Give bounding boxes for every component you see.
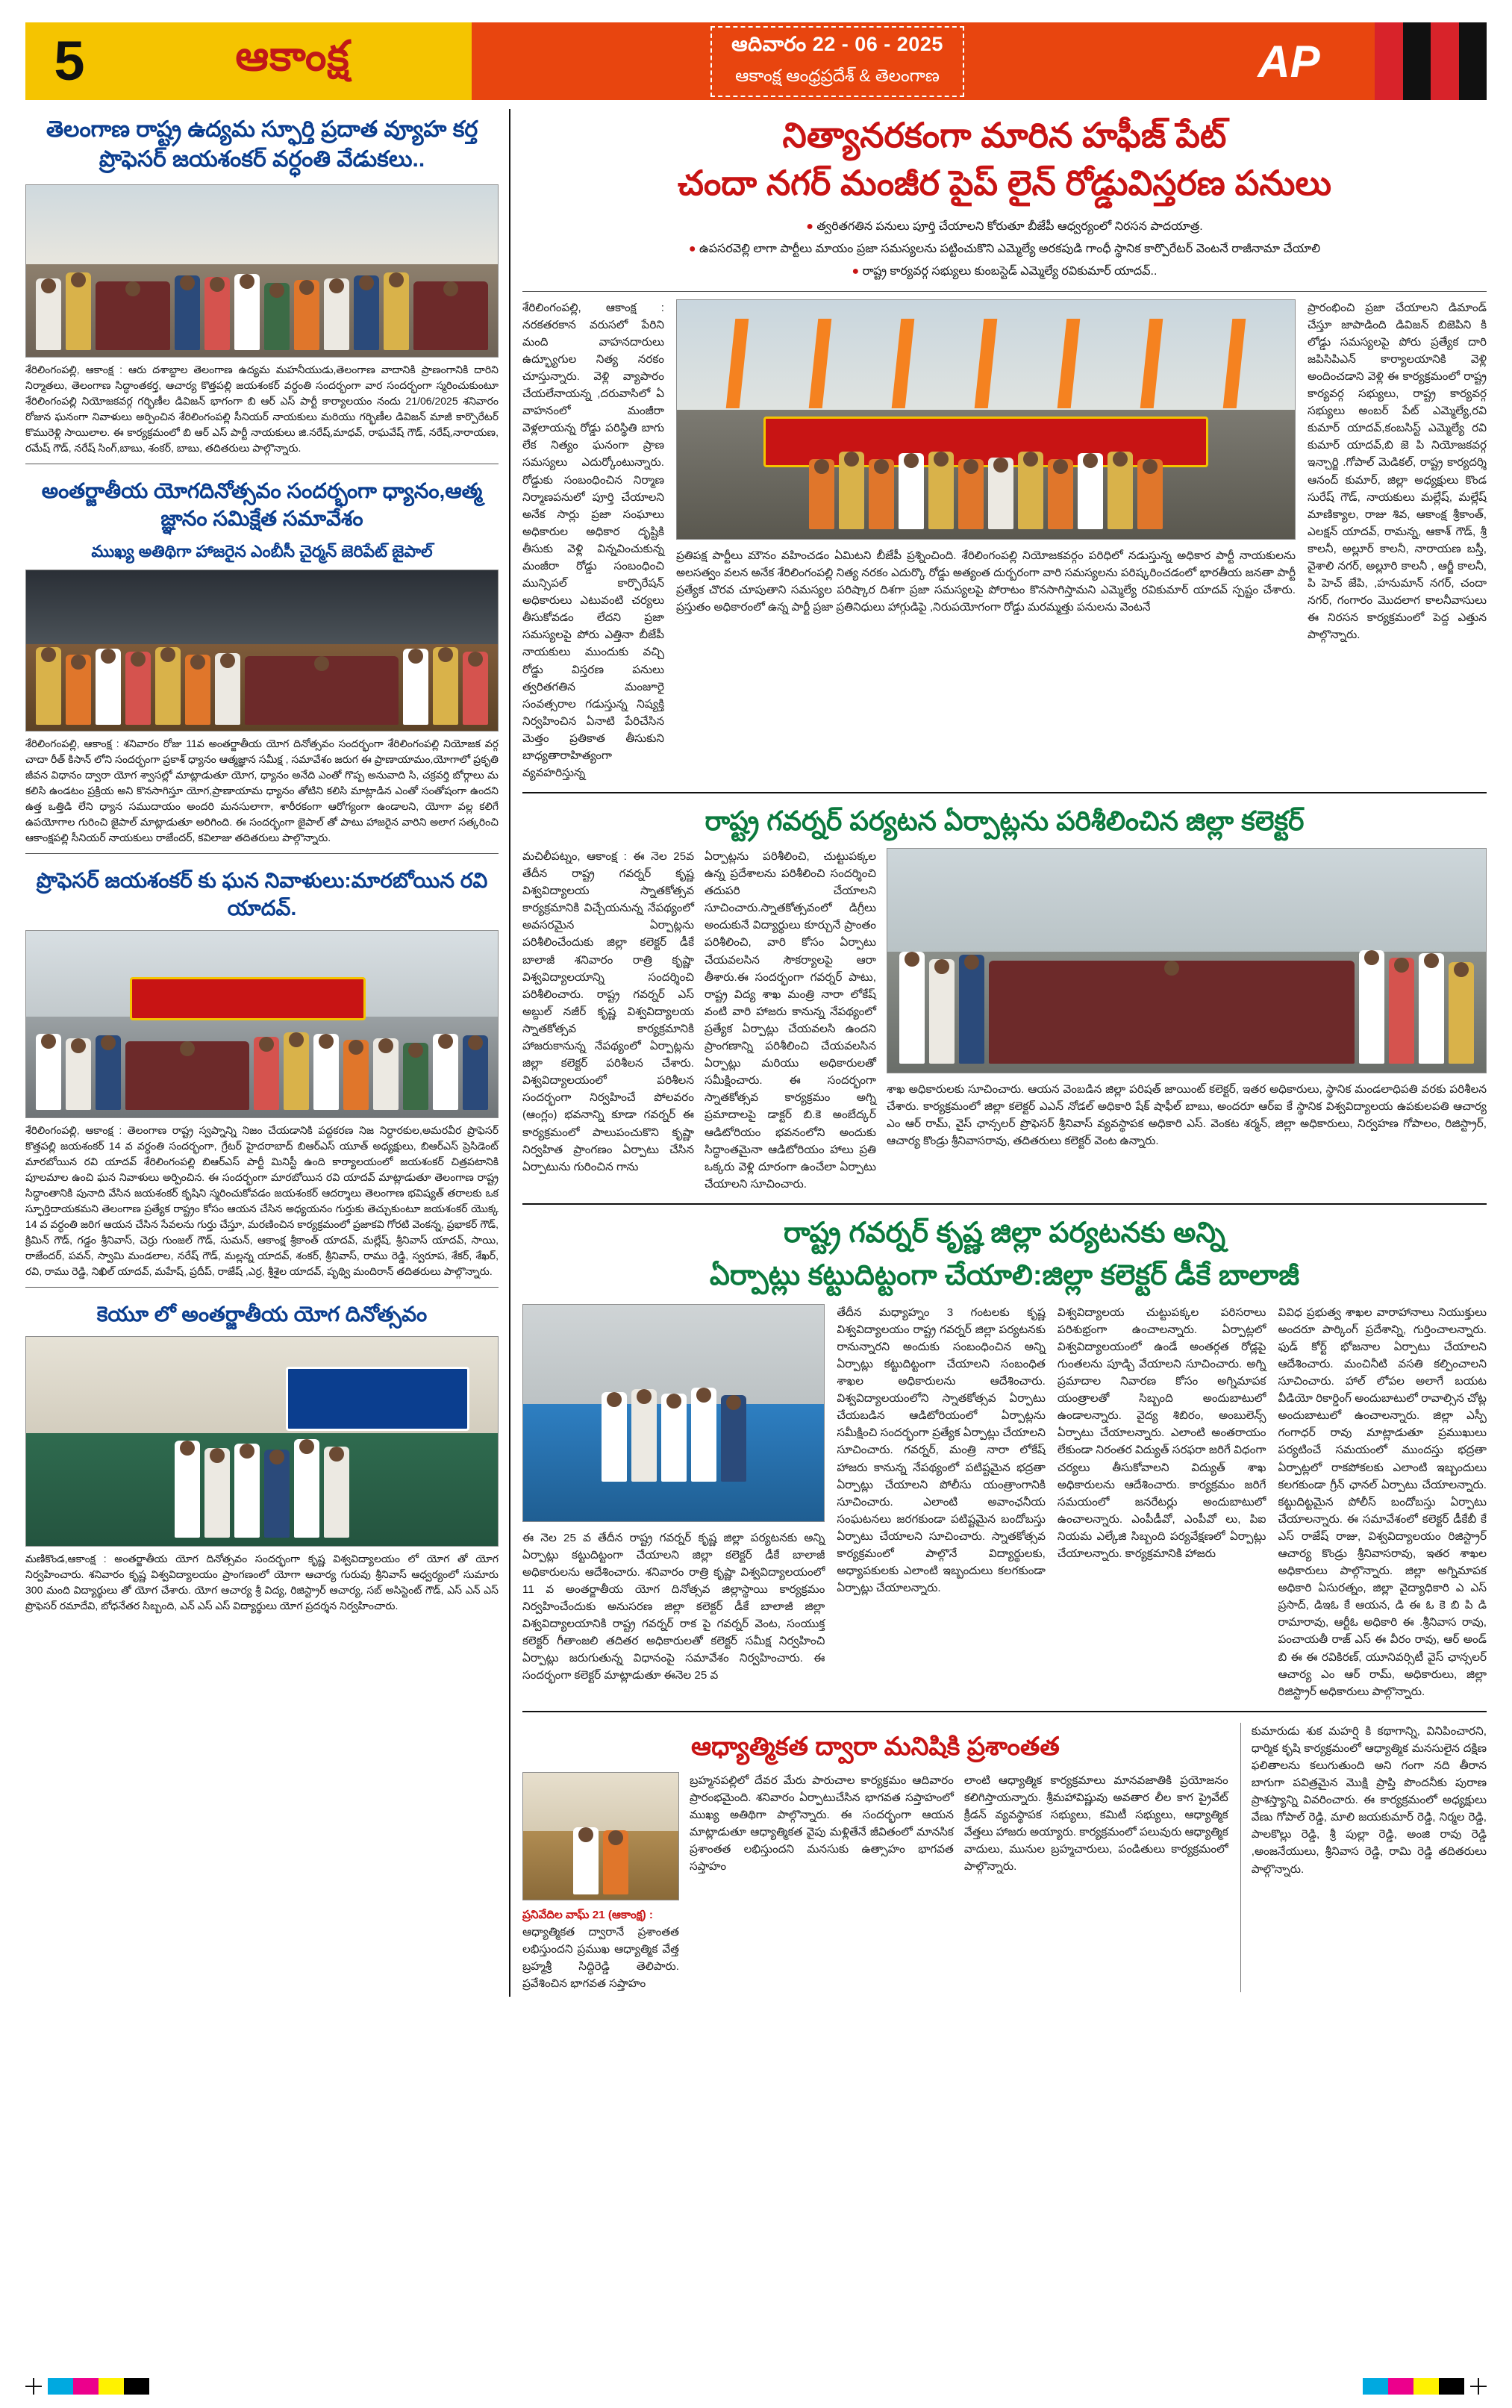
flag-graphic xyxy=(1375,22,1487,100)
lead-bullets: ● త్వరితగతిన పనులు పూర్తి చేయాలని కోరుతూ బీజేపీ ఆధ్వర్యంలో నిరసన పాదయాత్ర. ● ఉపసరవెల్లి లాగా పార్టీలు మాయం ప్రజా సమస్యలను పట్టించుకొని ఎమ్మెల్యే అరకపుడి గాంధీ స్థానిక కార్పొరేటర్ వెంటనే రాజీనామా చేయాలి ● రాష్ట్ర కార్యవర్గ సభ్యులు కుంబస్టెడ్ ఎమ్మెల్యే రవికుమార్ యాదవ్.. xyxy=(688,219,1321,278)
article-ku-yoga-day xyxy=(25,1301,499,1614)
article-caption: మణికొండ,ఆకాంక్ష : అంతర్జాతీయ యోగ దినోత్సవం సందర్భంగా కృష్ణ విశ్వవిద్యాలయం లో యోగ తో యోగ నిర్వహించారు. శనివారం కృష్ణ విశ్వవిద్యాలయం ప్రాంగణంలో యోగా ఆచార్య గురువు శ్రీనివాస్ ఆధ్వర్యంలో సుమారు 300 మంది విద్యార్థులు తో యోగ చేశారు. యోగ ఆచార్య శ్రీ విద్య, రిజిస్ట్రార్ ఆచార్య, సబ్ అసిస్టెంట్ గౌడ్, ఎస్ ఎన్ ఎస్ ప్రొఫెసర్ రమాదేవి, బోధనేతర సిబ్బంది, ఎన్ ఎస్ ఎస్ విద్యార్థులు యోగ ప్రదర్శన నిర్వహించారు. xyxy=(25,1552,499,1612)
article-headline: అంతర్జాతీయ యోగదినోత్సవం సందర్భంగా ధ్యానం,ఆత్మ జ్ఞానం సమిక్షేత సమావేశం xyxy=(41,479,483,531)
spiritual-photo xyxy=(522,1772,679,1900)
section-headline: ఆధ్యాత్మికత ద్వారా మనిషికి ప్రశాంతత xyxy=(690,1732,1060,1761)
lead-column-2: ప్రతిపక్ష పార్టీలు మౌనం వహించడం ఏమిటని బీజేపీ ప్రశ్నించింది. శేరిలింగంపల్లి నియోజకవర్గం పరిధిలో నడుస్తున్న అధికార పార్టీ నాయకులను అలసత్వం వలన అనేక శేరిలింగంపల్లి నిత్య నరకం ఎదుర్కొ రోడ్డు అత్యంత దుర్బరంగా వారి సమస్యలను పరిష్కరించడంలో భారతీయ జనతా పార్టీ ప్రత్యేక చొరవ చూపుతాని సమస్యల పరిష్కార దిశగా ప్రజా సమస్యలపై పోరాటం కొనసాగిస్తామని ఎమ్మెల్యే రవికుమార్ యాదవ్ స్పష్టం చేశారు. ప్రస్తుతం అధికారంలో ఉన్న పార్టీ ప్రజా ప్రతినిధులు హాగ్గుడిపై ,నిరుపయోగంగా రోడ్డు మరమ్మత్తు పనులను వెంటనే xyxy=(676,549,1296,614)
spiritual-column-1: ఆధ్యాత్మికత ద్వారానే ప్రశాంతత లభిస్తుందని ప్రముఖ ఆధ్యాత్మిక వేత్త బ్రహ్మశ్రీ సిద్ధిరెడ్డి తెలిపారు. ప్రవేశించిన భాగవత సప్తాహం xyxy=(522,1926,679,1991)
lead-headline-line2: చందా నగర్ మంజీర పైప్ లైన్ రోడ్డువిస్తరణ పనులు xyxy=(677,163,1332,202)
governor1-column-3: శాఖ అధికారులకు సూచించారు. ఆయన వెంబడిన జిల్లా పరిషత్ జాయింట్ కలెక్టర్, ఇతర అధికారులు, స్థానిక మండలాధిపతి వరకు పరిశీలన చేశారు. కార్యక్రమంలో జిల్లా కలెక్టర్ ఎఎన్ నోడల్ అధికారి షేక్ షాఫీల్ బాబు, అందరూ ఆర్ఐ కే స్థానిక విశ్వవిద్యాలయ ఉపకులపతి ఆచార్య ఎం ఆర్ రామ్, వైస్ ఛాన్సలర్ ప్రొఫెసర్ శ్రీనివాస్ వ్యవస్థాపక అధికారి ఎస్. వెంకట శర్మన్, జిల్లా అధికారులు, నిర్వహణ గోపాలం, రిజిస్ట్రార్, ఆచార్య కొండ్రు శ్రీనివాసరావు, తదితరులు కలెక్టర్ వెంట ఉన్నారు. xyxy=(887,1083,1487,1148)
page-number: 5 xyxy=(54,30,85,92)
spiritual-column-3: లాంటి ఆధ్యాత్మిక కార్యక్రమాలు మానవజాతికి ప్రయోజనం కలిగిస్తాయన్నారు. శ్రీమహావిష్ణువు అవతార లీల కాగ ప్రైవేట్ క్రీడన్ వ్యవస్థాపక సభ్యులు, కమిటీ సభ్యులు, ఆధ్యాత్మిక వేత్తలు హాజరు అయ్యారు. కార్యక్రమంలో పలువురు ఆధ్యాత్మిక వాదులు, మునుల బ్రహ్మచారులు, పండితులు కార్యక్రమంలో పాల్గొన్నారు. xyxy=(963,1774,1228,1874)
lead-headline-line1: నిత్యానరకంగా మారిన హఫీజ్ పేట్ xyxy=(782,116,1227,155)
edition-region: ఆకాంక్ష ఆంధ్రప్రదేశ్ & తెలంగాణ xyxy=(735,65,940,85)
article-headline: తెలంగాణ రాష్ట్ర ఉద్యమ స్ఫూర్తి ప్రదాత వ్యూహ కర్త ప్రొఫెసర్ జయశంకర్ వర్ధంతి వేడుకలు.. xyxy=(46,117,478,172)
article-spirituality xyxy=(522,1723,1487,1993)
lead-column-1: శేరిలింగంపల్లి, ఆకాంక్ష : నరకతరకాన వరుసలో పేరిని మంది వాహనదారులు ఉద్భ్యూగుల నిత్య నరకం చూస్తున్నారు. వెళ్లి వ్యాపారం చేయలేనాయన్న ,దరువాసిలో ఏ వాహనంలో మంజీరా వెళ్లలాయన్న రోడ్డు పరిస్థితి బాగు లేక నిత్యం ఘనంగా ప్రాణ సమస్యలు ఎదుర్కోంటున్నారు. రోడ్డుకు సంబంధించిన నిర్మాణ నిర్మాణపనులో పూర్తి చేయాలని అనేక సార్లు ప్రజా సంఘాలు అధికారుల అధికార దృష్టికి తీసుకు వెళ్లి విన్నవించుకున్న మంజీరా రోడ్డు సంబంధించి మున్సిపల్ కార్పొరేషన్ అధికారులు ఎటువంటి చర్యలు తీసుకోవడం లేదని ప్రజా సమస్యలపై పోరు ఎత్తినా బీజేపీ నాయకులు ముందుకు వచ్చి రోడ్డు విస్తరణ పనులు త్వరితగతిన మంజూరై సంవత్సరాల గడుస్తున్న నిష్యక్తి నిర్వహించిన ఏనాటి పేరిచేసిన మెత్తం ప్రతికాత తీసుకుని బాధ్యతారాహిత్యంగా వ్యవహరిస్తున్న xyxy=(522,301,664,780)
left-column xyxy=(25,109,510,1997)
article-ravi-yadav-tribute xyxy=(25,867,499,1279)
masthead-date-block xyxy=(472,22,1203,100)
registration-crosshair-icon xyxy=(25,2378,42,2395)
article-yoga-day-meeting xyxy=(25,478,499,846)
governor2-column-4: వివిధ ప్రభుత్వ శాఖల వారాహానాలు నియుక్తులు అందరూ పార్కింగ్ ప్రదేశాన్ని, గుర్తించాలన్నారు. ఫుడ్ కోర్ట్ భోజనాల ఏర్పాటు చేయాలని ఆదేశించారు. మంచినీటి వసతి కల్పించాలని సూచించారు. హాల్ లోపల అలాగే బయట వీడియో రికార్డింగ్ అందుబాటులో రావాల్సిన చోట్ల అందుబాటులో ఉంచాలన్నారు. జిల్లా ఎస్పీ గంగాధర్ రావు మాట్లాడుతూ ప్రముఖులు పర్యటించే సమయంలో ముందస్తు భద్రతా ఏర్పాట్లలో రాకపోకలకు ఎలాంటి ఇబ్బందులు కలగకుండా గ్రీన్ ఛానల్ ఏర్పాటు చేయాలన్నారు. కట్టుదిట్టమైన పోలీస్ బందోబస్తు ఏర్పాటు చేయాలన్నారు. ఈ సమావేశంలో కలెక్టర్ డీకేబీ కే ఎస్ రాజేష్ రాజు, విశ్వవిద్యాలయం రిజిస్ట్రార్ ఆచార్య కొండ్రు శ్రీనివాసరావు, ఇతర శాఖల అధికారులు పాల్గొన్నారు. జిల్లా అగ్నిమాపక అధికారి ఏసురత్నం, జిల్లా వైద్యాధికారి ఎ ఎస్ ప్రసాద్, డిఇఓ కే ఆయన, డి ఈ ఓ కె బి పి డి రామారావు, ఆర్టీఓ అధికారి ఈ .శ్రీనివాస రావు, పంచాయతీ రాజ్ ఎస్ ఈ వీరం రావు, ఆర్ అండ్ బి ఈ ఈ రవికిరణ్, యూనివర్సిటీ వైస్ ఛాన్సలర్ ఆచార్య ఎం ఆర్ రామ్, అధికారులు, జిల్లా రిజిస్ట్రార్ అధికారులు పాల్గొన్నారు. xyxy=(1278,1306,1487,1698)
article-subheadline: ముఖ్య అతిథిగా హాజరైన ఎంబీసీ చైర్మన్ జెరిపేట్ జైపాల్ xyxy=(91,542,433,561)
article-caption: శేరిలింగంపల్లి, ఆకాంక్ష : శనివారం రోజు 11వ అంతర్జాతీయ యోగ దినోత్సవం సందర్భంగా శేరిలింగంపల్లి నియోజక వర్గ చాదా రీత్ కిసాన్ లోని సందర్భంగా ప్రకాశ్ ధ్యానం ఆత్మజ్ఞాన సమీక్ష , సమావేశం జరుగ ఈ ప్రాణాయామం,యోగాలో ప్రకృతి జీవన విధానం ద్వారా యోగ శ్వాసల్లో మాట్లాడుతూ యోగ, ధ్యానం అనేది ఎంతో గొప్ప అనువాది సి, చక్రవర్తి బోర్గాలు మ కలిసి ఉండటం ప్రక్రియ అని కొనసాగిస్తూ యోగ,ప్రాణాయామ ధ్యానం తోటిని కలిసి మాట్లాడిన ఎంతో సంతోషంగా ఉందని ఉత్త ఒత్తిడి లేని ధ్యాన సముదాయం అందరి మనసులాగా, శారీరకంగా ఆరోగ్యంగా ఉండాలని, యోగా వల్ల కలిగే ఉపయోగాల గురించి జైపాల్ మాట్లాడుతూ అరిగింది. ఈ సందర్భంగా జైపాల్ తో పాటు హాజరైన వారిని అలాగ సత్కరించి ఆకాంక్షపల్లి సీనియర్ నాయకులు రాజేందర్, కవిలాజు తదితరులు పాల్గొన్నారు. xyxy=(25,737,499,844)
governor1-column-1: మచిలీపట్నం, ఆకాంక్ష : ఈ నెల 25వ తేదీన రాష్ట్ర గవర్నర్ కృష్ణ విశ్వవిద్యాలయ స్నాతకోత్సవ కార్యక్రమానికి విచ్చేయనున్న నేపథ్యంలో అవసరమైన ఏర్పాట్లను పరిశీలించేందుకు జిల్లా కలెక్టర్ డీకే బాలాజీ శనివారం రాత్రి కృష్ణా విశ్వవిద్యాలయాన్ని సందర్శించి పరిశీలించారు. రాష్ట్ర గవర్నర్ ఎస్ అబ్దుల్ నజీర్ కృష్ణ విశ్వవిద్యాలయ స్నాతకోత్సవ కార్యక్రమానికి హాజరుకానున్న నేపథ్యంలో ఏర్పాట్లను జిల్లా కలెక్టర్ పరిశీలన చేశారు. విశ్వవిద్యాలయంలో పరిశీలన సందర్భంగా నిర్వహించే పోలవరం (ఆంగ్లం) భవనాన్ని కూడా గవర్నర్ ఈ కార్యక్రమంలో పాలుపంచుకొని కృష్ణా నిర్వహిత ప్రాంగణం ఏర్పాటు చేసిన ఏర్పాటును గురించిన గాను xyxy=(522,850,694,1173)
section-headline-line1: రాష్ట్ర గవర్నర్ కృష్ణ జిల్లా పర్యటనకు అన్ని xyxy=(783,1217,1225,1249)
governor2-column-2: తేదీన మధ్యాహ్నం 3 గంటలకు కృష్ణ విశ్వవిద్యాలయం రాష్ట్ర గవర్నర్ జిల్లా పర్యటనకు రానున్నారని అందుకు సంబంధించిన అన్ని ఏర్పాట్లు కట్టుదిట్టంగా చేయాలని సంబంధిత శాఖల అధికారులను ఆదేశించారు. విశ్వవిద్యాలయంలోని స్నాతకోత్సవ ఏర్పాటు చేయబడిన ఆడిటోరియంలో ఏర్పాట్లను సమీక్షించి సందర్భంగా ప్రత్యేక ఏర్పాట్లు చేయాలని సూచించారు. గవర్నర్, మంత్రి నారా లోకేష్ హాజరు కానున్న నేపథ్యంలో పటిష్టమైన భద్రతా ఏర్పాట్లు చేయాలని పోలీసు యంత్రాంగానికి సూచించారు. ఎలాంటి అవాంఛనీయ సంఘటనలు జరగకుండా పటిష్టమైన బందోబస్తు ఏర్పాటు చేయాలని సూచించారు. స్నాతకోత్సవ కార్యక్రమంలో పాల్గొనే విద్యార్థులకు, అధ్యాపకులకు ఎలాంటి ఇబ్బందులు కలగకుండా ఏర్పాట్లు చేయాలన్నారు. xyxy=(837,1306,1046,1595)
logo-text: ఆకాంక్ష xyxy=(235,32,350,79)
article-jayashankar-anniversary xyxy=(25,115,499,456)
article-collector-inspection xyxy=(522,804,1487,1193)
section-headline-line2: ఏర్పాట్లు కట్టుదిట్టంగా చేయాలి:జిల్లా కలెక్టర్ డీకే బాలాజీ xyxy=(709,1260,1300,1292)
article-photo-jayashankar xyxy=(25,184,499,358)
registration-crosshair-icon-right xyxy=(1470,2378,1487,2395)
page-number-badge xyxy=(25,22,113,100)
article-governor-visit-arrangements xyxy=(522,1215,1487,1700)
right-column xyxy=(510,109,1487,1997)
color-bar-left xyxy=(48,2378,149,2395)
section-headline: రాష్ట్ర గవర్నర్ పర్యటన ఏర్పాట్లను పరిశీలించిన జిల్లా కలెక్టర్ xyxy=(705,805,1305,837)
governor1-column-2: ఏర్పాట్లను పరిశీలించి, చుట్టుపక్కల ఉన్న ప్రదేశాలను పరిశీలించి సందర్శించి తదుపరి చేయాలని సూచించారు.స్నాతకోత్సవంలో డిగ్రీలు అందుకునే విద్యార్థులు కూర్చునే ప్రాంతం పరిశీలించి, వారి కోసం ఏర్పాటు చేయవలసిన సౌకర్యాలపై ఆరా తీశారు.ఈ సందర్భంగా గవర్నర్ పాటు, రాష్ట్ర విద్య శాఖ మంత్రి నారా లోకేష్ వంటి వారి హాజరు కానున్న నేపథ్యంలో ప్రత్యేక ఏర్పాట్లు చేయవలసి ఉందని ప్రాంగణాన్ని పరిశీలించి చేయవలసిన ఏర్పాట్లు మరియు అధికారులతో సమీక్షించారు. ఈ సందర్భంగా స్నాతకోత్సవ కార్యక్రమం అగ్ని ప్రమాదాలపై డాక్టర్ బి.కె అంబేద్కర్ ఆడిటోరియం భవనంలోని అందుకు సిద్ధాంతమైనా ఆడిటోరియం హాలు ప్రతి ఒక్కరు వెళ్లి దూరంగా ఉంచేలా ఏర్పాటు చేయాలని సూచించారు. xyxy=(705,850,876,1191)
lead-column-3: ప్రారంభించి ప్రజా చేయాలని డిమాండ్ చేస్తూ జాపాడింది డివిజన్ బిజెపిని కి లోడ్డు సమస్యలపై పోరు ప్రత్యేక దారి జపిసిపిఎన్ కార్యాలయానికి వెళ్లి అందించడాని వెళ్లి ఈ కార్యక్రమంలో రాష్ట్ర కార్యవర్గ సభ్యులు, రాష్ట్ర కార్యవర్గ సభ్యులు అంబర్ పేట్ ఎమ్మెల్యే,రవి కుమార్ యాదవ్,కంబసిస్ట్ ఎమ్మెల్యే రవి కుమార్ యాదవ్,బి జె పి నియోజకవర్గ ఇన్చార్జి .గోపాల్ మెడికల్, రాష్ట్ర కార్యదర్శి ఆనంద్ కుమార్, జిల్లా అధ్యక్షులు కొండ సురేష్ గౌడ్, నాయకులు మల్లేష్, మల్లేష్ మాణిక్యాల, రాజు శివ, ఆకాంక్ష శ్రీకాంత్, ఎలక్షన్ యాదవ్, రామన్న, ఆకాశ్ గౌడ్, శ్రీ కాలనీ, అల్లూర్ కాలనీ, నారాయణ బస్తీ, వైశాలి నగర్, అల్లూరి కాలనీ , ఆర్జీ కాలనీ, పి హెచ్ జేపి, ,హనుమాన్ నగర్, చందా నగర్, గంగారం మొదలాగ కాలనీవాసులు ఈ నిరసన కార్యక్రమంలో పెద్ద ఎత్తున పాల్గొన్నారు. xyxy=(1308,301,1487,642)
governor1-photo-inspection xyxy=(887,848,1487,1073)
edition-badge xyxy=(1203,22,1375,100)
article-hafeezpet-lead xyxy=(522,113,1487,782)
color-bar-right xyxy=(1363,2378,1464,2395)
article-headline: కెయూ లో అంతర్జాతీయ యోగ దినోత్సవం xyxy=(96,1303,428,1326)
article-caption: శేరిలింగంపల్లి, ఆకాంక్ష : ఆరు దశాబ్దాల తెలంగాణ ఉద్యమ మహనీయుడు,తెలంగాణ వాదానికి ప్రాణంగానికి దారిని నిర్మాతలు, తెలంగాణ సిద్ధాంతకర్త, ఆచార్య కొత్తపల్లి జయశంకర్ వర్ధంతి సందర్భంగా వార సందర్భంగా స్మరించుకుంటూ శేరిలింగంపల్లి నియోజకవర్గ గ‌‌ర్భిణీల డివిజన్ భాగంగా బి ఆర్ ఎస్ పార్టీ కార్యాలయం నందు 21/06/2025 శనివారం రోజున ఘనంగా నివాళులు అర్పించిన శేరిలింగంపల్లి సీనియర్ నాయకులు మరియు గ‌ర్భిణీల డివిజన్ మాజీ కార్పొరేటర్ కొమురెళ్లి సాయిలాల. ఈ కార్యక్రమంలో బి ఆర్ ఎస్ పార్టీ నాయకులు జి.నరేష్,మాధవ్, రాఘవేష్ గౌడ్, నరేష్,నారాయణ, రమేష్ గౌడ్, నరేష్ సింగ్,బాబు, శంకర్, బాబు, తదితరులు పాల్గొన్నారు. xyxy=(25,364,499,455)
spiritual-column-4: కుమారుడు శుక మహర్షి కి కథాగాన్ని, వినిపించారని, ధార్మిక కృషి కార్యక్రమంలో ఆధ్యాత్మిక మనసులైన దక్షిణ ఫలితాలను కలుగుతుంది అని గంగా నది తీరాన బాగుగా పవిత్రమైన మొక్షి ప్రాప్తి పొందనీకు పురాణ ప్రాశస్త్యాన్ని వివరించారు. ఈ కార్యక్రమంలో అధ్యక్షులు వేణు గోపాల్ రెడ్డి, మాలి జయకుమార్ రెడ్డి, నిర్మల రెడ్డి, పాలకొల్లు రెడ్డి, శ్రీ పుల్లా రెడ్డి, అంజి రావు రెడ్డి ,అంజనేయులు, శ్రీనివాస రెడ్డి, రామి రెడ్డి తదితరులు పాల్గొన్నారు. xyxy=(1251,1724,1487,1876)
lead-bullet-2: ఉపసరవెల్లి లాగా పార్టీలు మాయం ప్రజా సమస్యలను పట్టించుకొని ఎమ్మెల్యే అరకపుడి గాంధీ స్థానిక కార్పొరేటర్ వెంటనే రాజీనామా చేయాలి xyxy=(699,242,1321,255)
governor2-photo-meeting xyxy=(522,1304,825,1522)
article-headline: ప్రొఫెసర్ జయశంకర్ కు ఘన నివాళులు:మారబోయిన రవి యాదవ్. xyxy=(36,869,488,920)
article-photo-tribute xyxy=(25,930,499,1118)
edition-date: ఆదివారం 22 - 06 - 2025 xyxy=(731,32,943,55)
print-registration-footer xyxy=(25,2378,1487,2395)
publication-logo xyxy=(113,22,472,100)
article-caption: శేరిలింగంపల్లి, ఆకాంక్ష : తెలంగాణ రాష్ట్ర స్వప్నాన్ని నిజం చేయడానికి పద్దకరణ నిజ నిర్ధారకుల,అమరవీర ప్రొఫెసర్ కొత్తపల్లి జయశంకర్ 14 వ వర్ధంతి సందర్భంగా, గ్రేటర్ హైదరాబాద్ బిఆర్ఎస్ యూత్ అధ్యక్షులు, బిఆర్ఎస్ ప్రెసిడెంట్ మారబోయిన రవి యాదవ్ శేరిలింగంపల్లి బిఆర్ఎస్ పార్టీ మినిస్టీ ఉంది కార్యాలయంలో జయశంకర్ చిత్రపటానికి పూలమాల ఉంచి ఘన నివాళులు అర్పించిన. ఈ సందర్భంగా మారబోయిన రవి యాదవ్ మాట్లాడుతూ తెలంగాణ రాష్ట్ర సిద్ధాంతానికి పునాది వేసిన జయశంకర్ కృషిని స్మరించుకోవడం జయశంకర్ ఆదర్శాలు తెలంగాణ భవిష్యత్ తరాలకు ఒక స్ఫూర్తిదాయకమని తెలంగాణ ప్రత్యేక రాష్ట్రం కోసం ఆయన చేసిన అధ్యయనం గుర్తుకు తెచ్చుకుంటూ జయశంకర్ యొక్క 14 వ వర్ధంతి జరిగ ఆయన చేసిన సేవలను గుర్తు చేస్తూ, మరణించిన కార్యక్రమంలో ప్రజాకవి గోరటి వెంకన్న, ప్రభాకర్ గౌడ్, క్రిమిన్ గౌడ్, గడ్డం శ్రీనివాస్, చెర్రు గుంజల్ గౌడ్, సుమన్, ఆకాంక్ష శ్రీకాంత్ యాదవ్, మల్లేష్, శ్రీనివాస్ యాదవ్, సాయి, రాజేందర్, పవన్, స్వామి మండలాల, నరేష్ గౌడ్, మల్లన్న యాదవ్, శంకర్, శ్రీనివాస్, రాము రెడ్డి, స్వరూప, శేకర్, శేఖర్, రవి, రాము రెడ్డి, నిఖిల్ యాదవ్, మహేష్, ప్రదీప్, రాజేష్ ,ఎర్ర, శ్రీశైల యాదవ్, పృథ్వి మందిరాన్ తదితరులు పాల్గొన్నారు. xyxy=(25,1124,499,1278)
lead-bullet-3: రాష్ట్ర కార్యవర్గ సభ్యులు కుంబస్టెడ్ ఎమ్మెల్యే రవికుమార్ యాదవ్.. xyxy=(862,264,1158,278)
masthead xyxy=(25,22,1487,100)
lead-bullet-1: త్వరితగతిన పనులు పూర్తి చేయాలని కోరుతూ బీజేపీ ఆధ్వర్యంలో నిరసన పాదయాత్ర. xyxy=(816,219,1203,233)
article-photo-yoga-meeting xyxy=(25,570,499,732)
edition-label: AP xyxy=(1258,36,1320,87)
spiritual-column-2: బ్రహ్మనపల్లిలో దేవర మేరు పారుచాల కార్యక్రమం ఆదివారం ప్రారంభమైంది. శనివారం ఏర్పాటుచేసిన భాగవత సప్తాహంలో ముఖ్య అతిథిగా పాల్గొన్నారు. ఈ సందర్భంగా ఆయన మాట్లాడుతూ ఆధ్యాత్మికత వైపు మళ్లితేనే జీవితంలో మానసిక ప్రశాంతత లభిస్తుందని మనసుకు ఉత్సాహం భాగవత సప్తాహం xyxy=(690,1774,954,1874)
article-photo-ku-yoga xyxy=(25,1336,499,1547)
governor2-column-3: విశ్వవిద్యాలయ చుట్టుపక్కల పరిసరాలు పరిశుభ్రంగా ఉంచాలన్నారు. ఏర్పాట్లలో విశ్వవిద్యాలయంలో ఉండే అంతర్గత రోడ్లపై గుంతలను పూడ్చి వేయాలని సూచించారు. అగ్ని ప్రమాదాల నివారణ కోసం అగ్నిమాపక యంత్రాలతో సిబ్బంది అందుబాటులో ఉండాలన్నారు. వైద్య శిబిరం, అంబులెన్స్ ఏర్పాటు చేయాలన్నారు. ఎలాంటి అంతరాయం లేకుండా నిరంతర విద్యుత్ సరఫరా జరిగే విధంగా చర్యలు తీసుకోవాలని విద్యుత్ శాఖ అధికారులను ఆదేశించారు. కార్యక్రమం జరిగే సమయంలో జనరేటర్లు అందుబాటులో ఉంచాలన్నారు. ఎంపీడీవో, ఎంపీవో లు, పిఐ నియమ ఎల్కేజి సిబ్బంది పర్యవేక్షణలో ఏర్పాట్లు చేయాలన్నారు. కార్యక్రమానికి హాజరు xyxy=(1057,1306,1266,1560)
governor2-column-1: ఈ నెల 25 వ తేదీన రాష్ట్ర గవర్నర్ కృష్ణ జిల్లా పర్యటనకు అన్ని ఏర్పాట్లు కట్టుదిట్టంగా చేయాలని జిల్లా కలెక్టర్ డీకే బాలాజీ అధికారులను ఆదేశించారు. శనివారం రాత్రి కృష్ణా విశ్వవిద్యాలయంలో 11 వ అంతర్జాతీయ యోగ దినోత్సవ జిల్లాస్థాయి కార్యక్రమం నిర్వహించేందుకు అనుసరణ జిల్లా కలెక్టర్ డీకే బాలాజీ జిల్లా విశ్వవిద్యాలయానికి రాష్ట్ర గవర్నర్ రాక పై గవర్నర్ వెంట, సంయుక్త కలెక్టర్ గీతాంజలి తదితర అధికారులతో కలెక్టర్ సమీక్ష నిర్వహించి ఏర్పాట్లు జరుగుతున్న విధానంపై సమావేశం నిర్వహించారు. ఈ సందర్భంగా కలెక్టర్ మాట్లాడుతూ ఈనెల 25 వ xyxy=(522,1531,825,1682)
spiritual-place: ప్రనివేదిల వాఘ్ 21 (ఆకాంక్ష) : xyxy=(522,1909,653,1922)
lead-photo-rally xyxy=(676,299,1296,540)
